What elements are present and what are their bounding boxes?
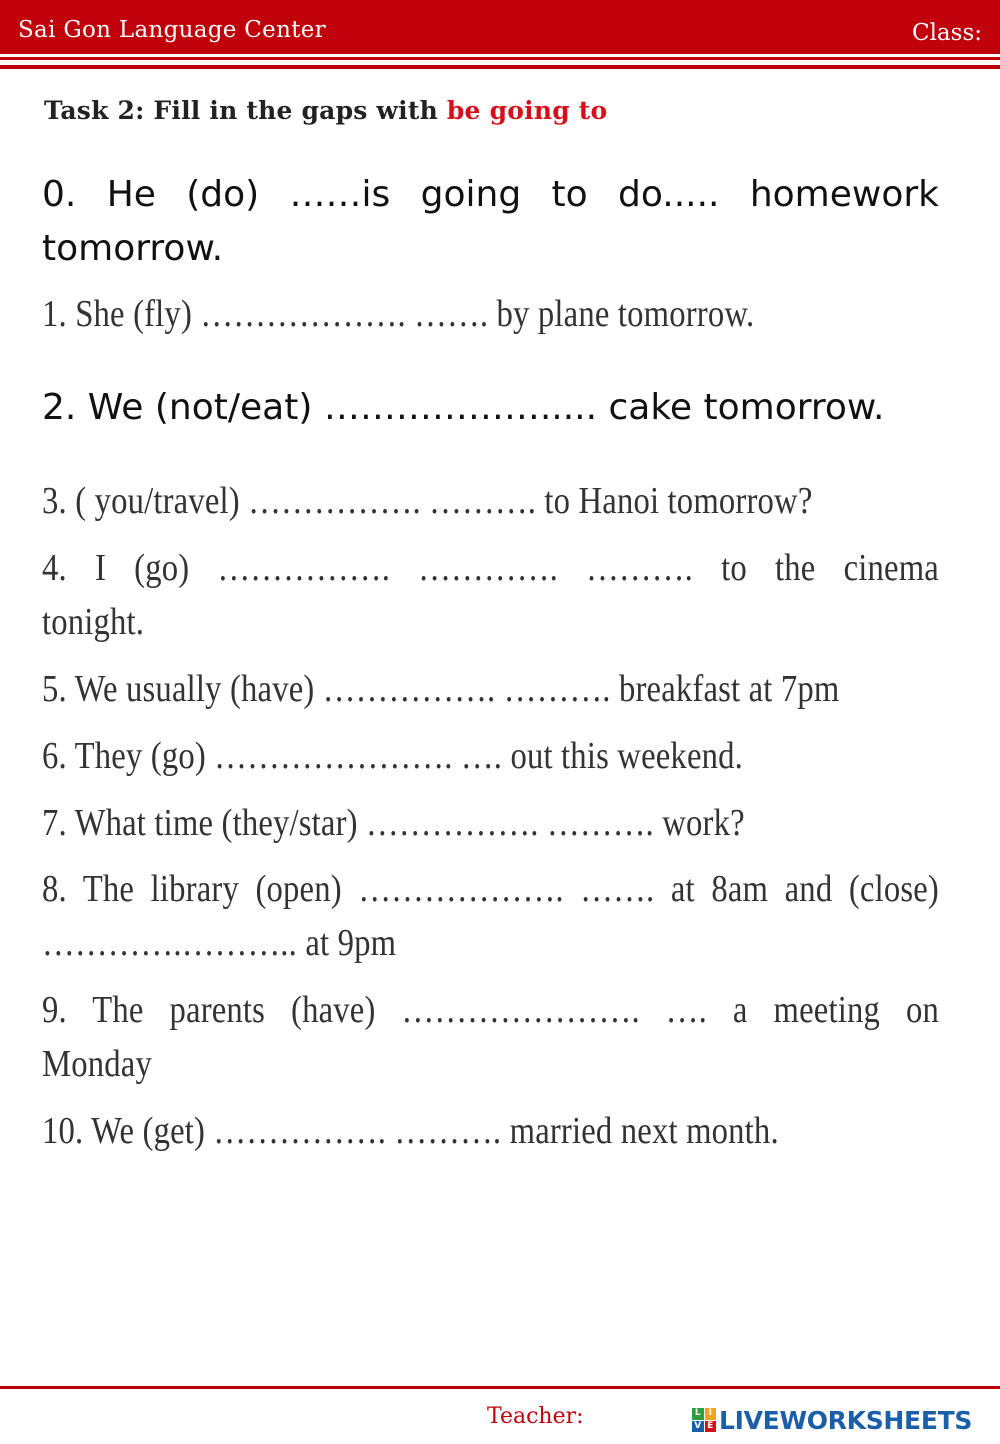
question-2: 2. We (not/eat) ………………..... cake tomorrow. [42, 387, 885, 428]
task-title [44, 96, 607, 125]
question-3: 3. ( you/travel) ……………. ………. to Hanoi tomorrow? [42, 480, 813, 522]
question-9: 9. The parents (have) …………………. …. a meeting on Monday [42, 989, 939, 1085]
question-0: 0. He (do) ……is going to do..... homework tomorrow. [42, 174, 939, 269]
question-7: 7. What time (they/star) ……………. ………. work? [42, 802, 745, 844]
header-divider-secondary [0, 65, 1000, 69]
question-5: 5. We usually (have) ……………. ………. breakfast at 7pm [42, 668, 840, 710]
question-6: 6. They (go) …………………. …. out this weekend. [42, 735, 743, 777]
center-name: Sai Gon Language Center [18, 17, 326, 43]
header-divider [0, 57, 1000, 60]
question-1: 1. She (fly) ………………. ……. by plane tomorrow. [42, 293, 755, 335]
question-8: 8. The library (open) ………………. ……. at 8am and (close) ………….……….. at 9pm [42, 868, 939, 964]
question-4: 4. I (go) ……………. …………. ………. to the cinema tonight. [42, 547, 939, 643]
liveworksheets-logo-icon: L I V E [692, 1408, 716, 1432]
task-title-prefix: Task 2: Fill in the gaps with [44, 96, 447, 125]
footer-divider [0, 1386, 1000, 1389]
teacher-label: Teacher: [487, 1404, 584, 1429]
header-bar [0, 0, 1000, 54]
task-title-highlight: be going to [446, 96, 608, 125]
liveworksheets-logo [692, 1404, 972, 1436]
class-label: Class: [911, 20, 982, 46]
liveworksheets-logo-text: LIVEWORKSHEETS [719, 1405, 973, 1435]
question-10: 10. We (get) ……………. ………. married next month. [42, 1110, 779, 1152]
